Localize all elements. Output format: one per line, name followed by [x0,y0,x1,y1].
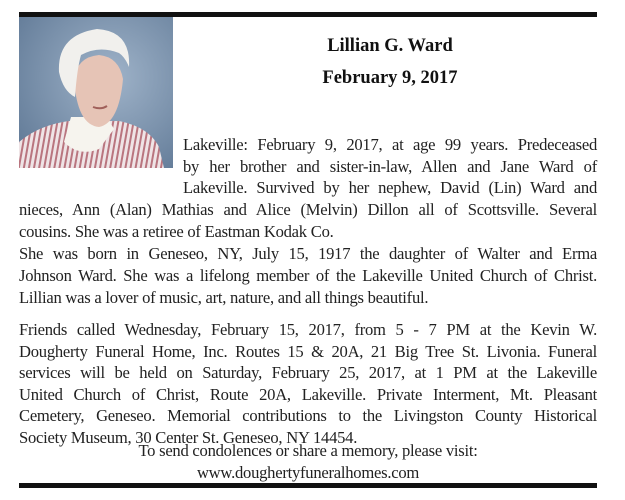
portrait-photo [19,17,173,168]
paragraph1-line: Lakeville: February 9, 2017, at age 99 years. Predeceased [183,135,597,154]
paragraph1-line: nieces, Ann (Alan) Mathias and Alice (Melvin) Dillon all of Scottsville. Several [19,200,597,219]
condolences-text: To send condolences or share a memory, please visit: [138,441,478,460]
paragraph3-line: services will be held on Saturday, February 25, 2017, at 1 PM at the Lakeville [19,363,597,383]
paragraph3-line: Friends called Wednesday, February 15, 2017, from 5 - 7 PM at the Kevin W. [19,320,597,339]
obituary-date: February 9, 2017 [322,68,458,88]
paragraph3-line: Society Museum, 30 Center St. Geneseo, NY 14454. [19,428,358,447]
paragraph1-line: Lakeville. Survived by her nephew, David (Lin) Ward and [183,178,597,197]
deceased-name: Lillian G. Ward [327,36,453,56]
paragraph2-line: Johnson Ward. She was a lifelong member of the Lakeville United Church of Christ. [19,266,597,285]
paragraph3-line: Dougherty Funeral Home, Inc. Routes 15 & 20A, 21 Big Tree St. Livonia. Funeral [19,341,597,361]
funeral-home-website-link[interactable]: www.doughertyfuneralhomes.com [196,463,420,482]
paragraph3-line: Cemetery, Geneseo. Memorial contributions to the Livingston County Historical [19,406,597,426]
paragraph1-line: by her brother and sister-in-law, Allen and Jane Ward of [183,157,597,176]
paragraph2-line: She was born in Geneseo, NY, July 15, 1917 the daughter of Walter and Erma [19,244,597,263]
paragraph2-line: Lillian was a lover of music, art, nature, and all things beautiful. [19,288,429,307]
paragraph1-line: cousins. She was a retiree of Eastman Kodak Co. [19,222,334,241]
paragraph3-line: United Church of Christ, Route 20A, Lakeville. Private Interment, Mt. Pleasant [19,384,597,404]
